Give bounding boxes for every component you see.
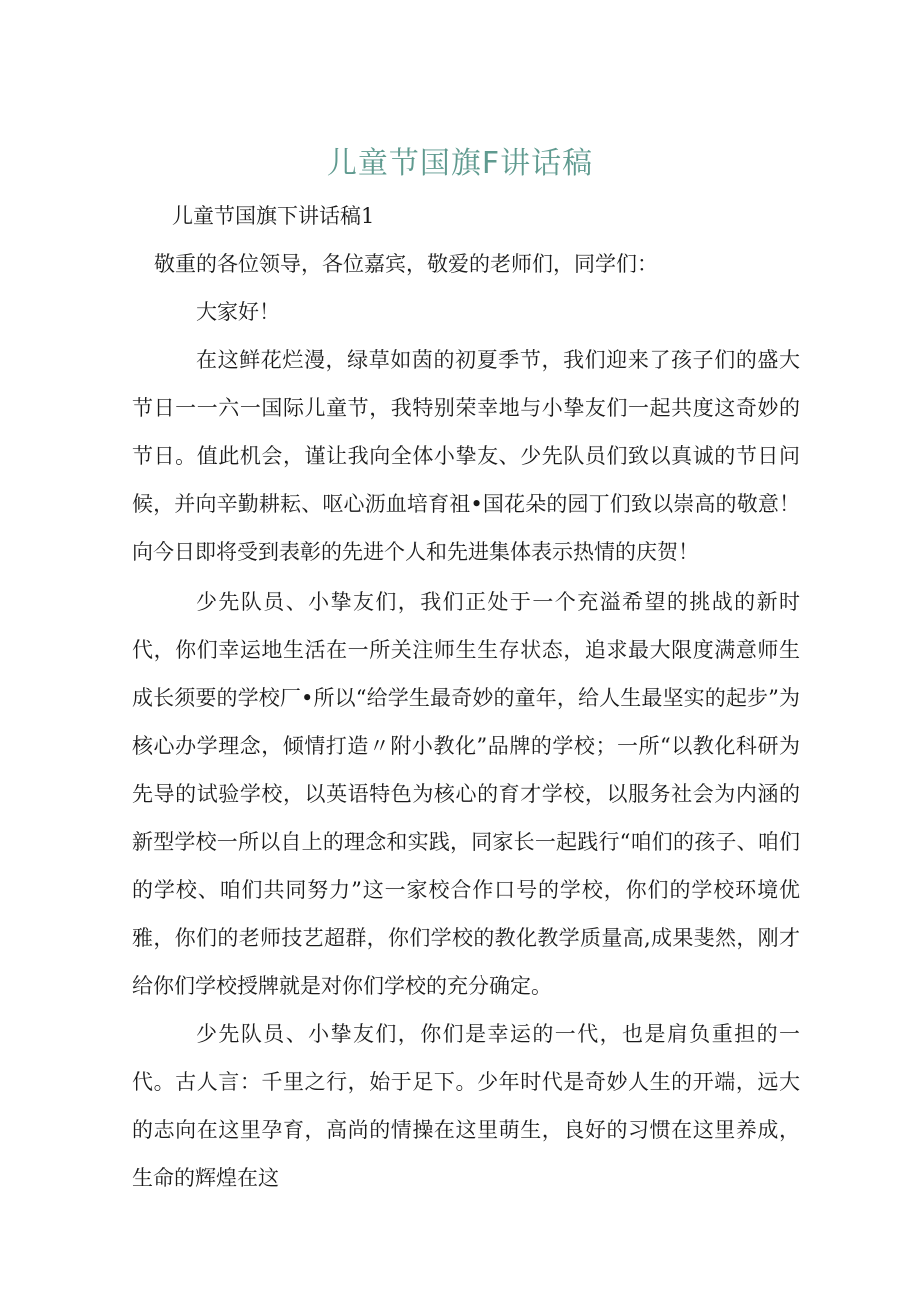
document-title: 儿童节国旗F讲话稿 xyxy=(326,146,594,181)
body-paragraph: 在这鲜花烂漫，绿草如茵的初夏季节，我们迎来了孩子们的盛大节日一一六一国际儿童节，我特别荣幸地与小挚友们一起共度这奇妙的节日。值此机会，谨让我向全体小挚友、少先队员们致以真诚的节日问候，并向辛勤耕耘、呕心沥血培育祖•国花朵的园丁们致以崇高的敬意！向今日即将受到表彰的先进个人和先进集体表示热情的庆贺！ xyxy=(132,348,800,564)
greeting-line: 大家好！ xyxy=(196,300,280,324)
salutation-line: 敬重的各位领导，各位嘉宾，敬爱的老师们，同学们： xyxy=(154,252,658,276)
body-paragraph: 少先队员、小挚友们，我们正处于一个充溢希望的挑战的新时代，你们幸运地生活在一所关注师生生存状态，追求最大限度满意师生成长须要的学校厂•所以“给学生最奇妙的童年，给人生最坚实的起步”为核心办学理念，倾情打造〃附小教化”品牌的学校；一所“以教化科研为先导的试验学校，以英语特色为核心的育才学校，以服务社会为内涵的新型学校一所以自上的理念和实践，同家长一起践行“咱们的孩子、咱们的学校、咱们共同努力”这一家校合作口号的学校，你们的学校环境优雅，你们的老师技艺超群，你们学校的教化教学质量高,成果斐然，刚才给你们学校授牌就是对你们学校的充分确定。 xyxy=(132,590,800,998)
body-paragraph: 少先队员、小挚友们，你们是幸运的一代，也是肩负重担的一代。古人言：千里之行，始于足下。少年时代是奇妙人生的开端，远大的志向在这里孕育，高尚的情操在这里萌生，良好的习惯在这里养成，生命的辉煌在这 xyxy=(132,1022,800,1190)
document-subtitle: 儿童节国旗下讲话稿1 xyxy=(172,204,375,228)
